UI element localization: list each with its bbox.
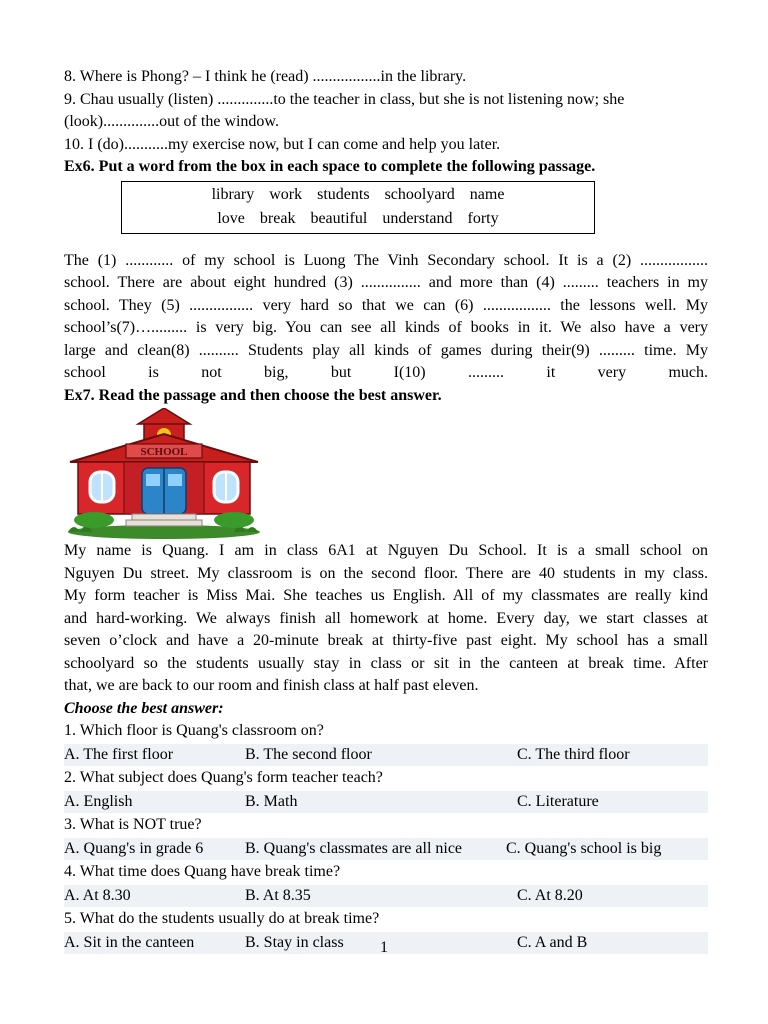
option-b: B. At 8.35 <box>245 886 311 904</box>
option-a: A. The first floor <box>64 745 174 763</box>
option-a: A. English <box>64 792 133 810</box>
passage-line: large and clean(8) .......... Students play all kinds of games during their(9) ......... time. My <box>64 341 708 359</box>
option-c: C. Literature <box>517 792 599 810</box>
word-box-word: beautiful <box>310 209 368 227</box>
word-box-word: love <box>217 209 245 227</box>
word-box-word: understand <box>382 209 453 227</box>
passage-line: and hard-working. We always finish all homework at home. Every day, we start classes at <box>64 609 708 627</box>
passage-line: seven o’clock and have a 20-minute break at thirty-five past eight. My school has a small <box>64 632 708 649</box>
option-c: C. A and B <box>517 933 588 951</box>
question-2 <box>64 767 708 813</box>
question-3 <box>64 814 708 860</box>
question-text: 1. Which floor is Quang's classroom on? <box>64 722 324 739</box>
option-a: A. Quang's in grade 6 <box>64 839 204 857</box>
question-text: 2. What subject does Quang's form teacher teach? <box>64 769 383 786</box>
ex5-item-10: 10. I (do)...........my exercise now, but I can come and help you later. <box>64 135 501 153</box>
ex7-instruction: Choose the best answer: <box>64 699 224 717</box>
school-building-icon <box>64 408 264 540</box>
passage-line: school’s(7)…......... is very big. You can see all kinds of books in it. We also have a very <box>64 319 708 336</box>
passage-line: school. They (5) ................ very hard so that we can (6) ................. the lessons well. My <box>64 296 708 314</box>
question-1 <box>64 720 708 766</box>
word-box-row-2 <box>122 207 594 231</box>
question-text: 5. What do the students usually do at break time? <box>64 910 380 927</box>
passage-line: school is not big, but I(10) ......... it very much. <box>64 364 708 381</box>
answer-options <box>64 791 708 814</box>
option-a: A. At 8.30 <box>64 886 131 904</box>
option-c: C. The third floor <box>517 745 630 763</box>
option-b: B. Stay in class <box>245 933 344 951</box>
ex6-passage <box>64 250 708 385</box>
passage-line: school. There are about eight hundred (3) ............... and more than (4) ......... teachers in my <box>64 274 708 291</box>
passage-line: The (1) ............ of my school is Luong The Vinh Secondary school. It is a (2) ................. <box>64 251 708 269</box>
word-box-row-1 <box>122 183 594 207</box>
passage-line: Nguyen Du street. My classroom is on the second floor. There are 40 students in my class. <box>64 564 708 582</box>
question-text: 4. What time does Quang have break time? <box>64 863 341 880</box>
word-box <box>121 181 595 234</box>
option-b: B. The second floor <box>245 745 372 763</box>
passage-line: My name is Quang. I am in class 6A1 at Nguyen Du School. It is a small school on <box>64 542 708 559</box>
question-text: 3. What is NOT true? <box>64 816 202 833</box>
ex5-item-9-cont: (look)..............out of the window. <box>64 113 279 130</box>
school-sign-text: SCHOOL <box>140 446 188 458</box>
word-box-word: library <box>211 185 255 203</box>
ex7-title: Ex7. Read the passage and then choose the best answer. <box>64 386 442 404</box>
option-b: B. Math <box>245 792 298 810</box>
answer-options <box>64 838 708 861</box>
word-box-word: forty <box>467 209 499 227</box>
word-box-word: schoolyard <box>384 185 455 203</box>
page-number: 1 <box>380 939 388 956</box>
answer-options <box>64 744 708 767</box>
question-4 <box>64 861 708 907</box>
option-c: C. At 8.20 <box>517 886 583 904</box>
ex5-item-9: 9. Chau usually (listen) ..............to the teacher in class, but she is not listening now; she <box>64 90 625 108</box>
option-b: B. Quang's classmates are all nice <box>245 839 463 857</box>
word-box-word: students <box>317 185 370 203</box>
option-a: A. Sit in the canteen <box>64 933 195 951</box>
word-box-word: break <box>259 209 296 227</box>
ex6-title: Ex6. Put a word from the box in each space to complete the following passage. <box>64 158 596 175</box>
word-box-word: name <box>469 185 505 203</box>
ex7-passage <box>64 540 708 698</box>
passage-line: that, we are back to our room and finish class at half past eleven. <box>64 677 479 694</box>
worksheet-page <box>64 66 708 955</box>
passage-line: My form teacher is Miss Mai. She teaches us English. All of my classmates are really kind <box>64 587 708 604</box>
word-box-word: work <box>269 185 303 203</box>
passage-line: schoolyard so the students usually stay in class or sit in the canteen at break time. After <box>64 654 708 672</box>
answer-options <box>64 885 708 908</box>
option-c: C. Quang's school is big <box>506 839 662 857</box>
ex5-item-8: 8. Where is Phong? – I think he (read) .................in the library. <box>64 68 467 85</box>
school-illustration <box>64 408 708 540</box>
